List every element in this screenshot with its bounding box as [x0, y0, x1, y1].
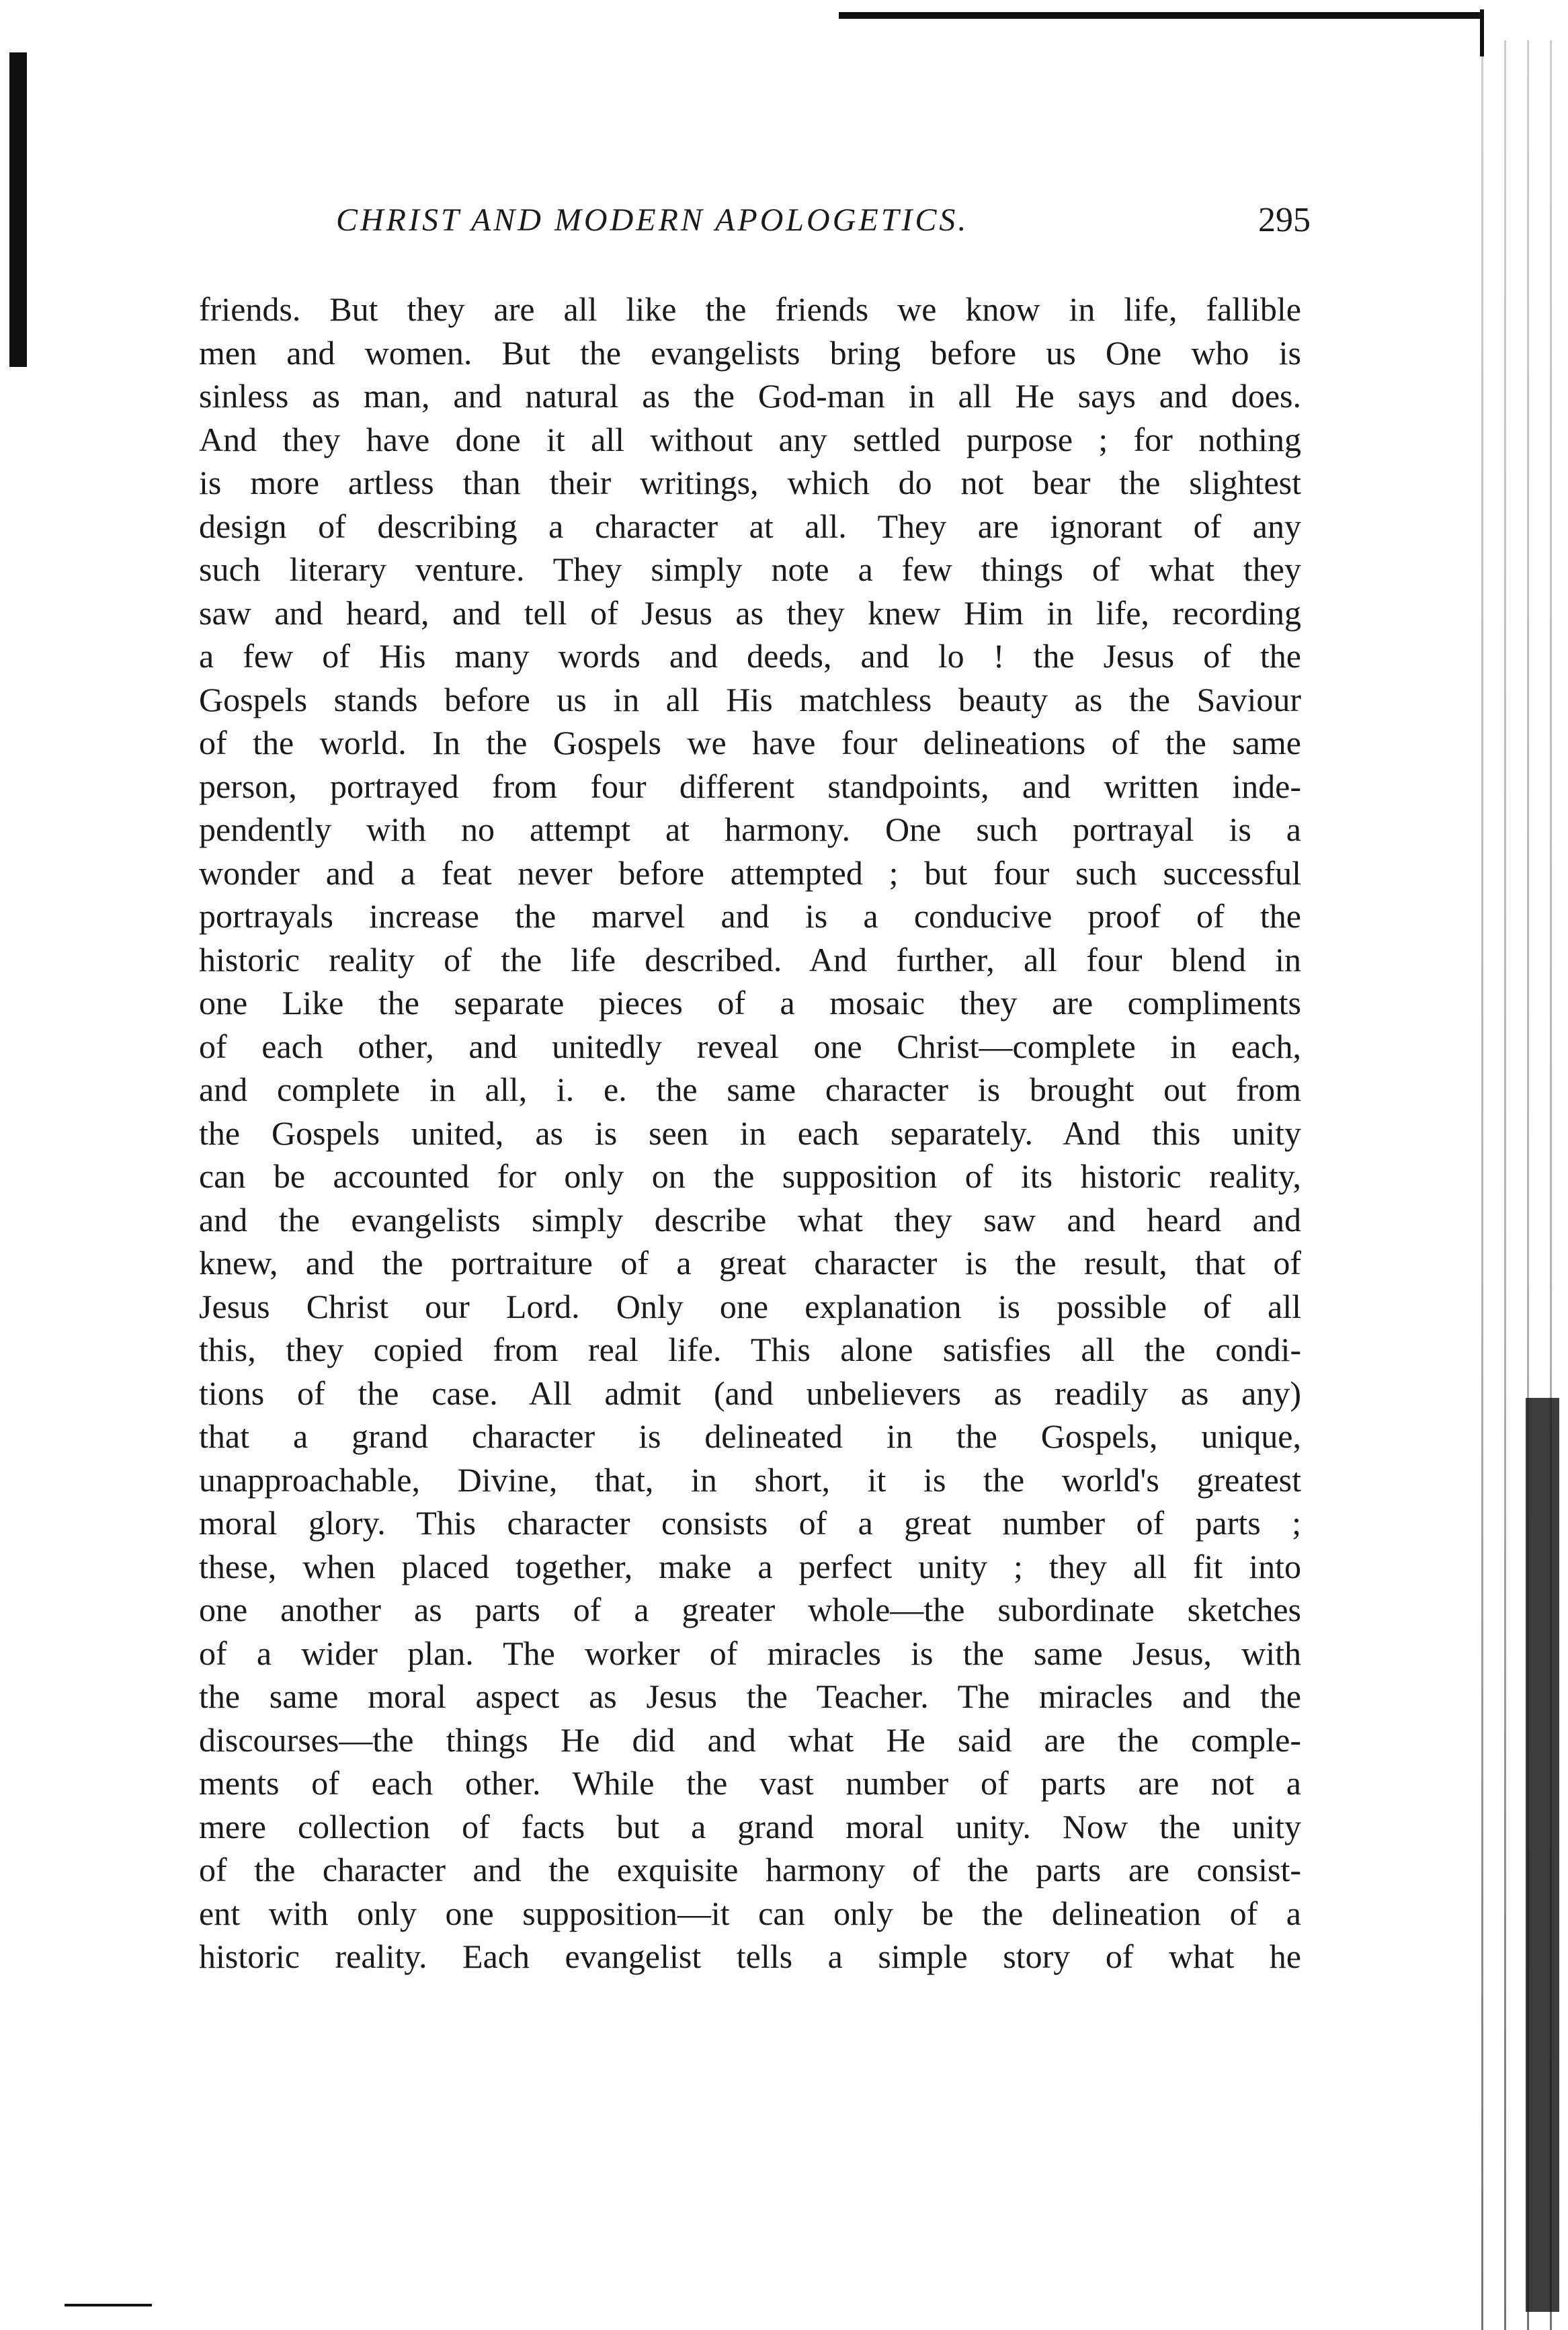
text-line: sinless as man, and natural as the God-man in all He says and does.: [199, 377, 1301, 415]
text-line: of the world. In the Gospels we have four delineations of the same: [199, 724, 1301, 761]
text-line: portrayals increase the marvel and is a conducive proof of the: [199, 897, 1301, 935]
text-line: Gospels stands before us in all His matchless beauty as the Saviour: [199, 680, 1301, 718]
text-line: a few of His many words and deeds, and lo ! the Jesus of the: [199, 637, 1301, 675]
text-line: discourses—the things He did and what He said are the comple-: [199, 1720, 1301, 1759]
text-line: tions of the case. All admit (and unbelievers as readily as any): [199, 1374, 1301, 1412]
text-line: saw and heard, and tell of Jesus as they knew Him in life, recording: [199, 593, 1301, 632]
body-text: [199, 288, 1301, 1979]
text-line: ments of each other. While the vast number of parts are not a: [199, 1764, 1301, 1802]
text-line: wonder and a feat never before attempted ; but four such successful: [199, 854, 1301, 892]
text-line: and the evangelists simply describe what they saw and heard and: [199, 1200, 1301, 1239]
text-line: this, they copied from real life. This alone satisfies all the condi-: [199, 1331, 1301, 1368]
text-line: And they have done it all without any settled purpose ; for nothing: [199, 420, 1301, 458]
text-line: one another as parts of a greater whole—the subordinate sketches: [199, 1591, 1301, 1628]
text-line: the same moral aspect as Jesus the Teacher. The miracles and the: [199, 1677, 1301, 1715]
text-line: one Like the separate pieces of a mosaic they are compliments: [199, 984, 1301, 1022]
page-header: [336, 202, 1311, 255]
text-line: of the character and the exquisite harmony of the parts are consist-: [199, 1851, 1301, 1888]
scan-edge-right-shadow: [1526, 1398, 1559, 2312]
text-line: such literary venture. They simply note a few things of what they: [199, 550, 1301, 588]
text-line: and complete in all, i. e. the same character is brought out from: [199, 1071, 1301, 1108]
text-line: these, when placed together, make a perfect unity ; they all fit into: [199, 1547, 1301, 1585]
text-line: of each other, and unitedly reveal one Christ—complete in each,: [199, 1027, 1301, 1065]
text-line: of a wider plan. The worker of miracles is the same Jesus, with: [199, 1634, 1301, 1672]
text-line: unapproachable, Divine, that, in short, it is the world's greatest: [199, 1460, 1301, 1499]
text-line: ent with only one supposition—it can only be the delineation of a: [199, 1894, 1301, 1932]
text-line: knew, and the portraiture of a great character is the result, that of: [199, 1244, 1301, 1282]
text-line: men and women. But the evangelists bring before us One who is: [199, 333, 1301, 372]
text-line: historic reality of the life described. And further, all four blend in: [199, 940, 1301, 979]
text-line: pendently with no attempt at harmony. One such portrayal is a: [199, 810, 1301, 848]
text-line: is more artless than their writings, which do not bear the slightest: [199, 464, 1301, 501]
text-line: historic reality. Each evangelist tells a simple story of what he: [199, 1938, 1301, 1975]
text-line: can be accounted for only on the supposition of its historic reality,: [199, 1157, 1301, 1195]
text-line: moral glory. This character consists of a great number of parts ;: [199, 1504, 1301, 1542]
scan-edge-left: [9, 52, 27, 367]
bottom-rule: [65, 2304, 152, 2306]
top-rule: [839, 12, 1483, 19]
page-number: 295: [1258, 201, 1311, 239]
text-line: Jesus Christ our Lord. Only one explanation is possible of all: [199, 1287, 1301, 1325]
text-line: design of describing a character at all. They are ignorant of any: [199, 507, 1301, 545]
text-line: that a grand character is delineated in the Gospels, unique,: [199, 1417, 1301, 1455]
text-line: the Gospels united, as is seen in each separately. And this unity: [199, 1114, 1301, 1152]
text-line: friends. But they are all like the friends we know in life, fallible: [199, 290, 1301, 328]
text-line: mere collection of facts but a grand moral unity. Now the unity: [199, 1807, 1301, 1845]
text-line: person, portrayed from four different standpoints, and written inde-: [199, 767, 1301, 805]
running-title: CHRIST AND MODERN APOLOGETICS.: [336, 202, 969, 238]
